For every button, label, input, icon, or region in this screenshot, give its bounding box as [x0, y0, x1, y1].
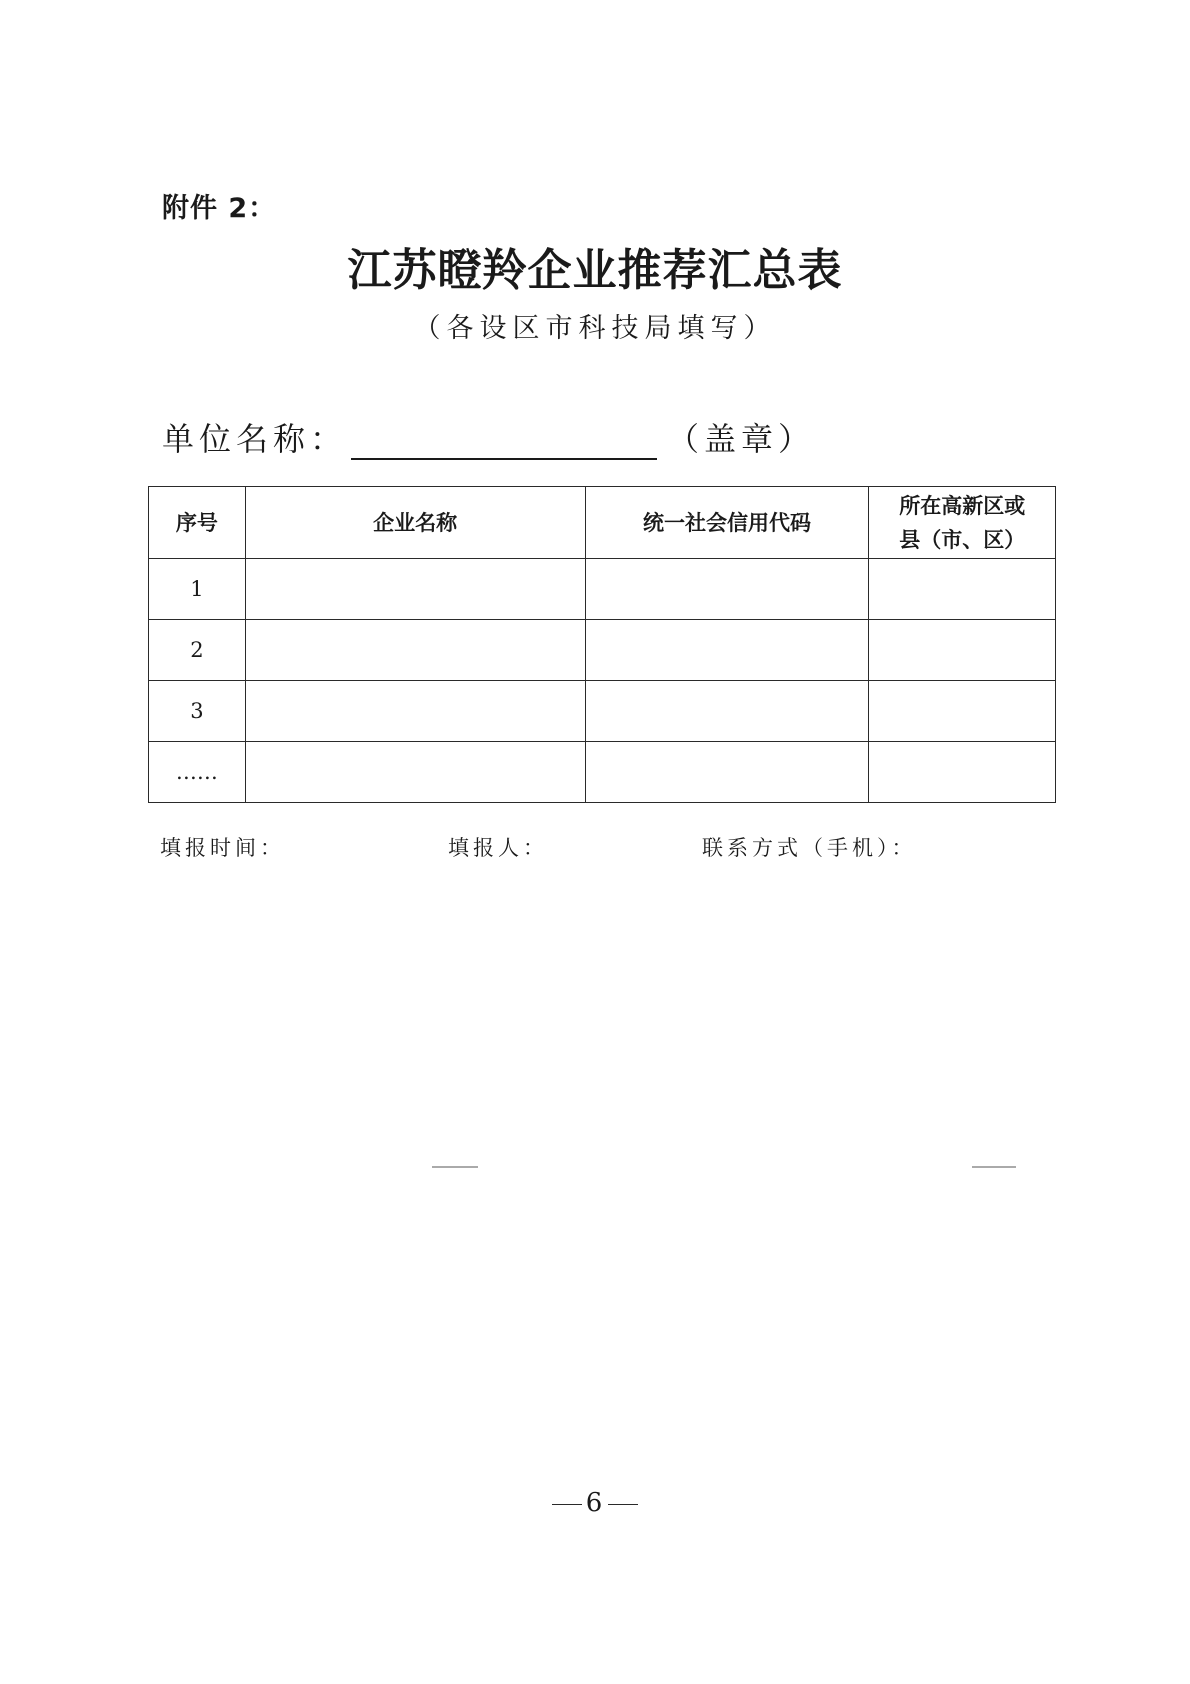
- document-subtitle: （各设区市科技局填写）: [413, 313, 777, 344]
- header-credit-code: 统一社会信用代码: [585, 487, 869, 559]
- cell-seq: ……: [149, 742, 246, 803]
- table-header-row: [149, 487, 1056, 559]
- page-number: [0, 1488, 1190, 1518]
- cell-company-name: [245, 620, 585, 681]
- cell-company-name: [245, 559, 585, 620]
- scan-speck: [432, 1166, 478, 1168]
- header-area-line1: 所在高新区或: [899, 493, 1026, 518]
- header-company-name: 企业名称: [245, 487, 585, 559]
- filler-label: 填报人：: [448, 836, 548, 860]
- document-title: 江苏瞪羚企业推荐汇总表: [347, 245, 843, 296]
- scan-speck: [972, 1166, 1016, 1168]
- cell-credit-code: [585, 681, 869, 742]
- table-row: [149, 742, 1056, 803]
- attachment-label: 附件 2：: [162, 193, 277, 224]
- cell-seq: 2: [149, 620, 246, 681]
- cell-company-name: [245, 742, 585, 803]
- cell-company-name: [245, 681, 585, 742]
- stamp-note: （盖章）: [667, 420, 816, 458]
- cell-credit-code: [585, 742, 869, 803]
- header-area: [869, 487, 1056, 559]
- table-row: [149, 620, 1056, 681]
- fill-time-label: 填报时间：: [160, 836, 285, 860]
- cell-area: [869, 681, 1056, 742]
- page-number-dash-right: [608, 1504, 638, 1505]
- page-number-dash-left: [552, 1504, 582, 1505]
- table-row: [149, 559, 1056, 620]
- cell-credit-code: [585, 559, 869, 620]
- unit-name-blank: [351, 420, 657, 460]
- cell-seq: 1: [149, 559, 246, 620]
- header-seq: 序号: [149, 487, 246, 559]
- contact-label: 联系方式（手机）：: [702, 836, 917, 860]
- cell-area: [869, 742, 1056, 803]
- unit-name-label: 单位名称：: [162, 420, 348, 458]
- header-area-line2: 县（市、区）: [899, 527, 1026, 552]
- unit-name-row: [162, 414, 815, 460]
- cell-area: [869, 559, 1056, 620]
- recommendation-summary-table: [148, 486, 1056, 803]
- cell-credit-code: [585, 620, 869, 681]
- table-row: [149, 681, 1056, 742]
- cell-area: [869, 620, 1056, 681]
- page-number-value: 6: [585, 1488, 605, 1518]
- cell-seq: 3: [149, 681, 246, 742]
